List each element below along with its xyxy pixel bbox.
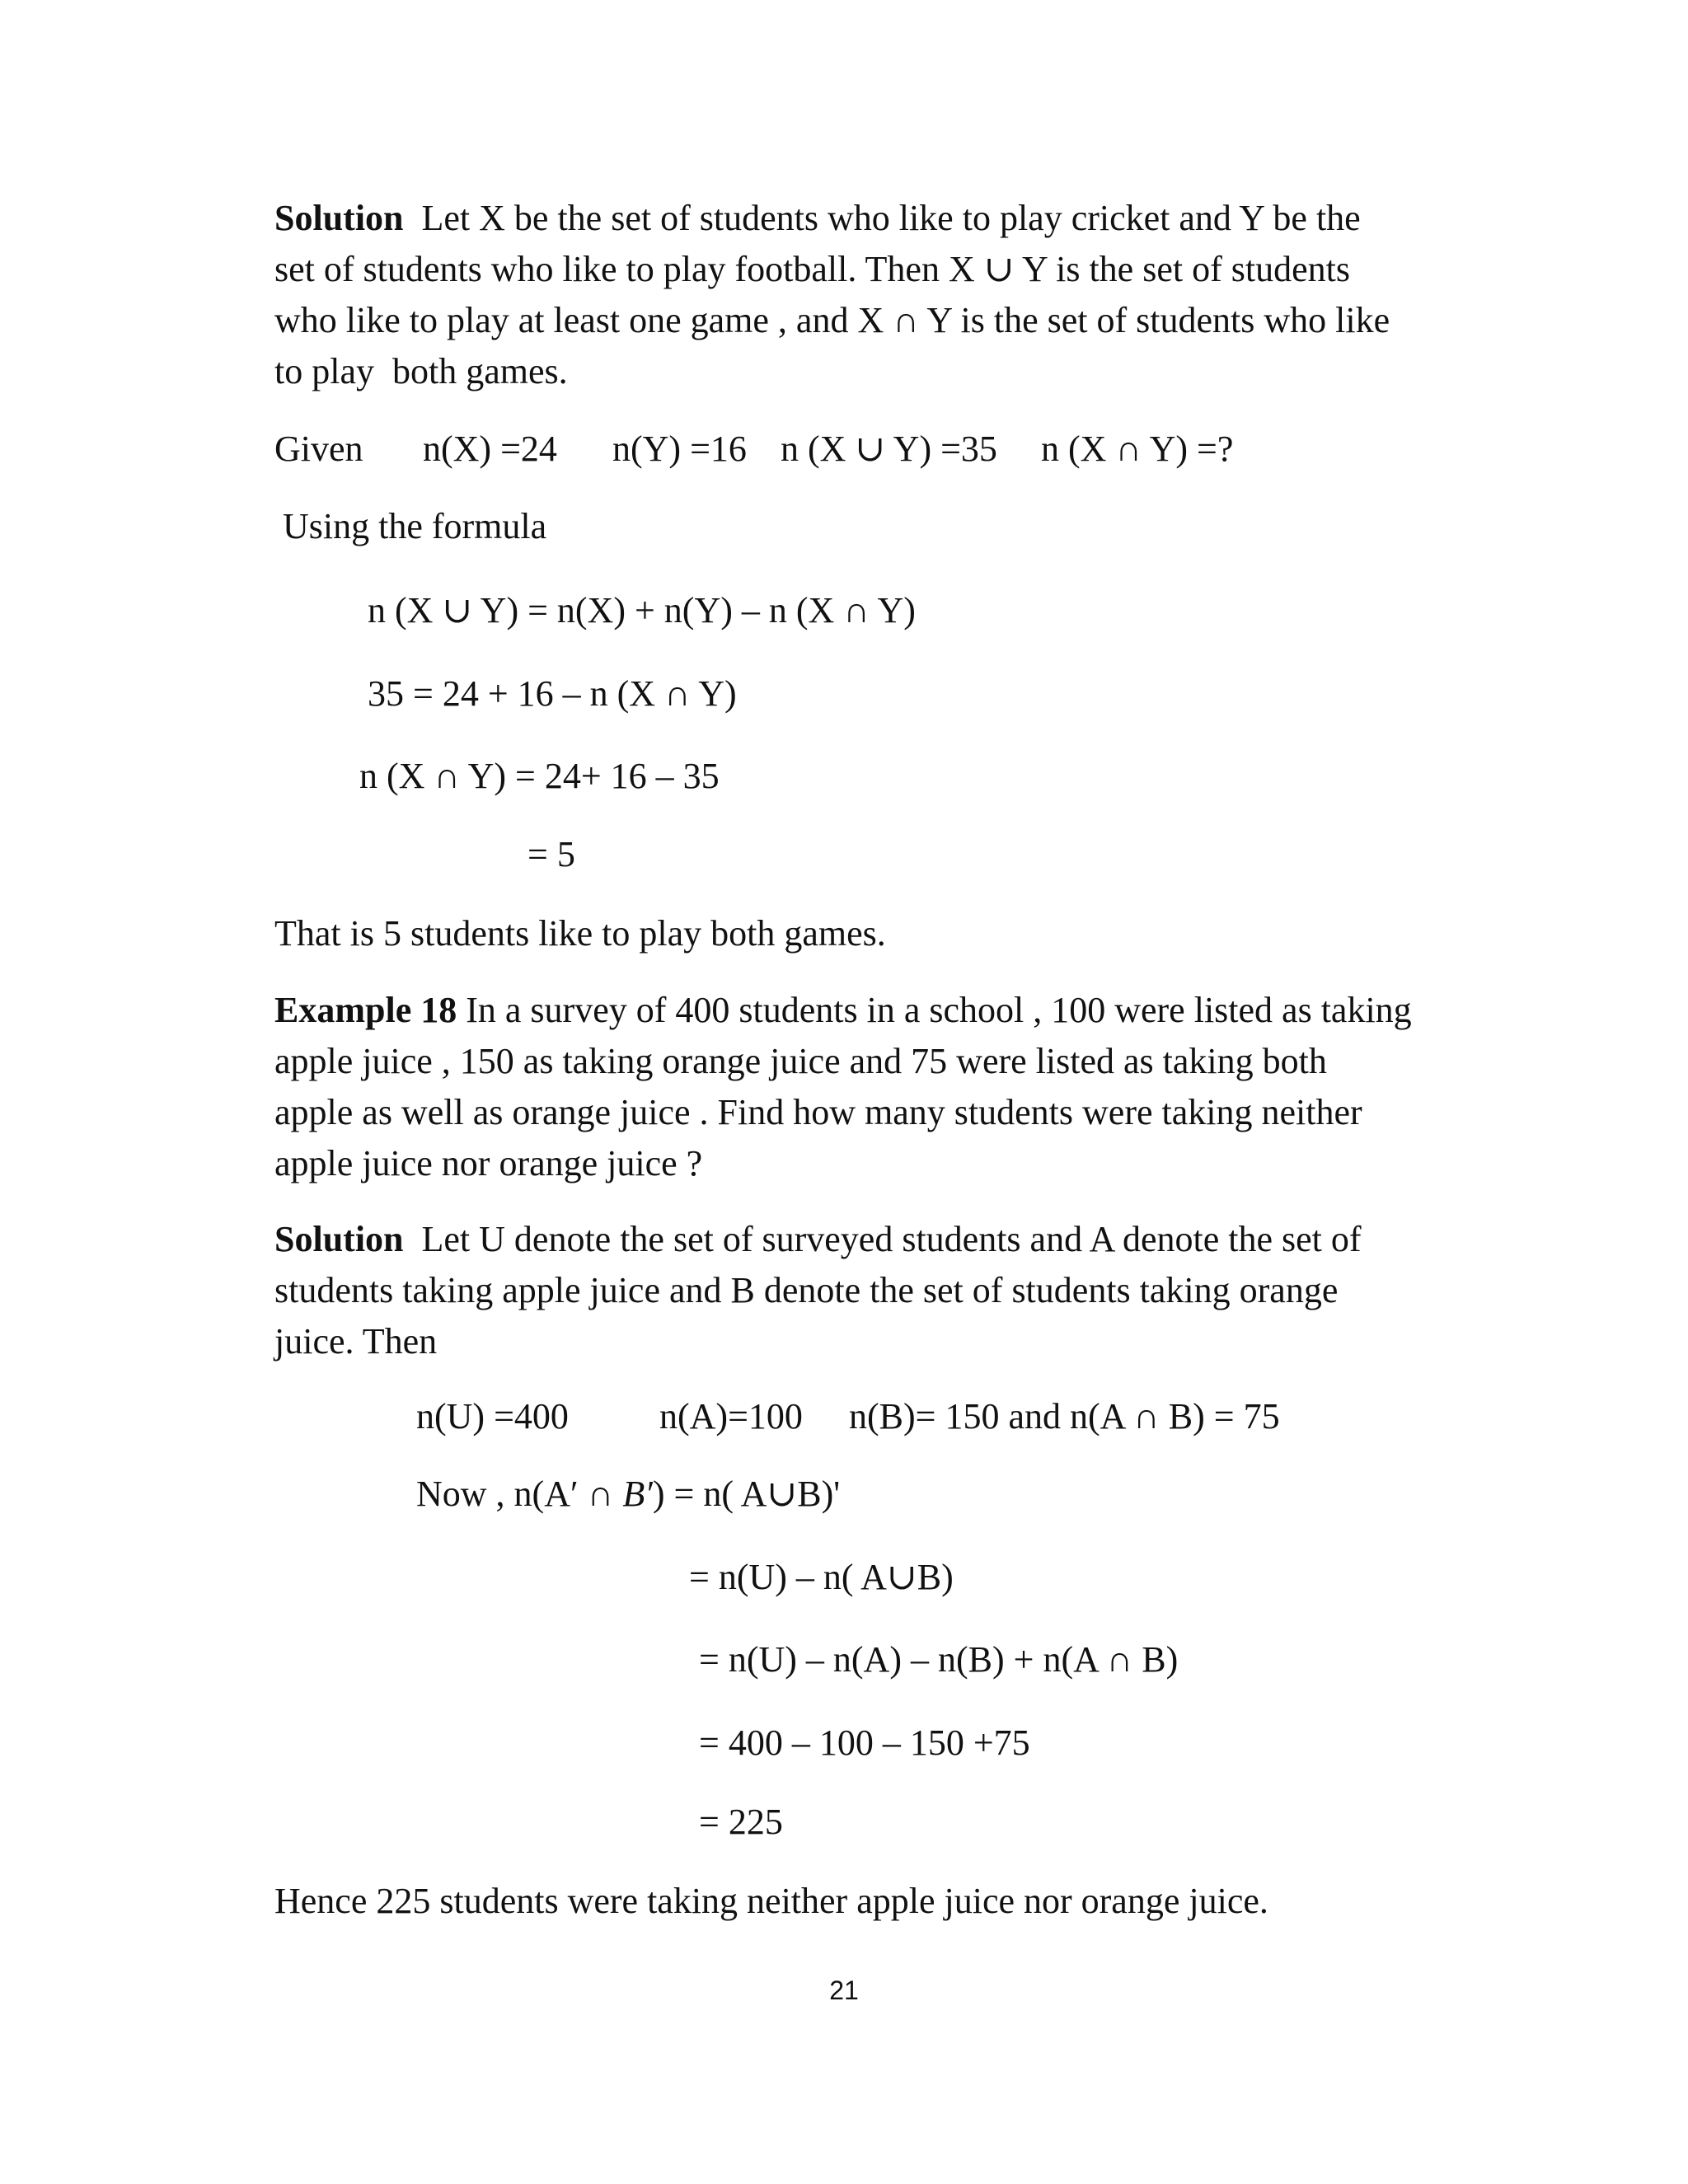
solution1-line2: set of students who like to play football. Then X ∪ Y is the set of students (274, 249, 1350, 289)
step1-substitution: 35 = 24 + 16 – n (X ∩ Y) (368, 673, 737, 714)
example18-line4: apple juice nor orange juice ? (274, 1143, 703, 1183)
solution2-line1 (274, 1214, 1362, 1265)
step2-now-line (416, 1469, 840, 1520)
example18-line2: apple juice , 150 as taking orange juice and 75 were listed as taking both (274, 1041, 1327, 1081)
page-number: 21 (829, 1975, 859, 2005)
solution2-line2: students taking apple juice and B denote the set of students taking orange (274, 1270, 1339, 1310)
solution1-line4: to play both games. (274, 351, 568, 391)
given-nxuy: n (X ∪ Y) =35 (781, 429, 997, 469)
solution1-line3: who like to play at least one game , and X ∩ Y is the set of students who like (274, 300, 1390, 340)
step2-substitution: = 400 – 100 – 150 +75 (699, 1722, 1030, 1763)
step2-expanded: = n(U) – n(A) – n(B) + n(A ∩ B) (699, 1639, 1179, 1680)
step2-prime-a: ′ ∩ (570, 1474, 623, 1514)
step2-now-prefix: Now , n(A (416, 1474, 570, 1514)
step1-rearranged: n (X ∩ Y) = 24+ 16 – 35 (359, 756, 720, 796)
conclusion1: That is 5 students like to play both games. (274, 913, 886, 954)
step1-result: = 5 (528, 834, 575, 874)
given2-nb-and: n(B)= 150 and n(A ∩ B) = 75 (849, 1396, 1280, 1436)
example18-text1: In a survey of 400 students in a school , 100 were listed as taking (466, 990, 1412, 1030)
given-ny: n(Y) =16 (612, 429, 747, 469)
given-nx: n(X) =24 (423, 429, 557, 469)
given-nxny: n (X ∩ Y) =? (1041, 429, 1234, 469)
solution1-line1 (274, 193, 1361, 244)
given-label: Given (274, 429, 363, 469)
step2-b-prime: B′ (622, 1474, 653, 1514)
given2-na: n(A)=100 (659, 1396, 803, 1436)
solution2-label: Solution (274, 1219, 404, 1259)
step2-now-suffix: ) = n( A∪B)' (652, 1474, 841, 1514)
conclusion2: Hence 225 students were taking neither apple juice nor orange juice. (274, 1881, 1268, 1921)
example18-label: Example 18 (274, 990, 457, 1030)
given2-nu: n(U) =400 (416, 1396, 569, 1436)
example18-line1 (274, 985, 1412, 1036)
step1-formula: n (X ∪ Y) = n(X) + n(Y) – n (X ∩ Y) (368, 590, 916, 630)
solution2-text1: Let U denote the set of surveyed students and A denote the set of (421, 1219, 1362, 1259)
step2-complement: = n(U) – n( A∪B) (689, 1557, 954, 1597)
example18-line3: apple as well as orange juice . Find how many students were taking neither (274, 1092, 1362, 1132)
solution2-line3: juice. Then (274, 1321, 438, 1361)
step2-result: = 225 (699, 1802, 783, 1842)
formula-intro: Using the formula (283, 506, 547, 546)
solution1-text1: Let X be the set of students who like to play cricket and Y be the (421, 198, 1361, 238)
solution1-label: Solution (274, 198, 404, 238)
